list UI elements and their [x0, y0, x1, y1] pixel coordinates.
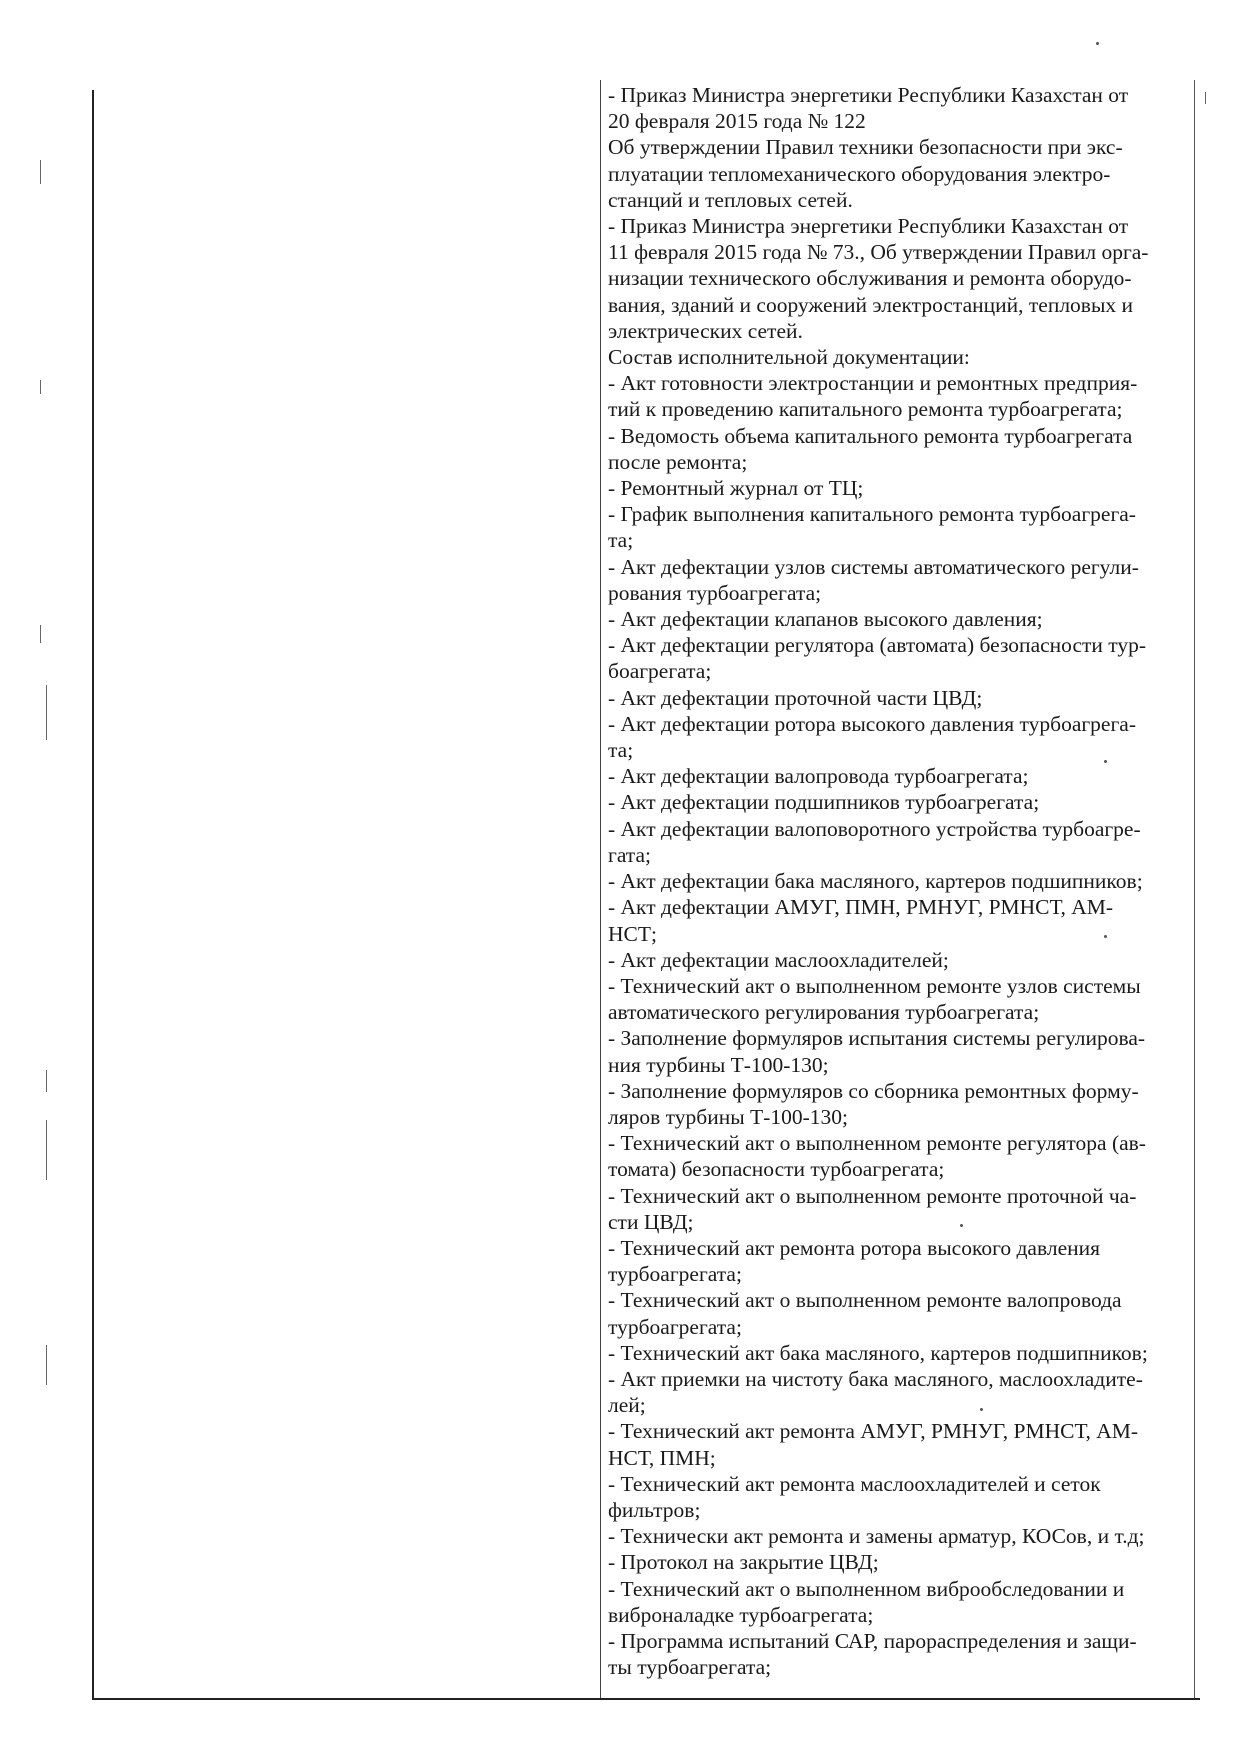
list-item: - Акт дефектации валопровода турбоагрегата;	[608, 764, 1029, 789]
list-item: - Технический акт ремонта АМУГ, РМНУГ, РМНСТ, АМ- НСТ, ПМН;	[608, 1419, 1139, 1470]
list-item: - Технический акт о выполненном виброобследовании и виброналадке турбоагрегата;	[608, 1576, 1125, 1627]
scan-mark	[40, 625, 41, 643]
list-item: - Заполнение формуляров со сборника ремонтных форму- ляров турбины Т-100-130;	[608, 1078, 1139, 1129]
list-item: - Технический акт о выполненном ремонте узлов системы автоматического регулирования турбоагрегата;	[608, 973, 1141, 1025]
list-item: - Акт дефектации проточной части ЦВД;	[608, 685, 983, 710]
list-item: - Технический акт бака масляного, картеров подшипников;	[608, 1340, 1148, 1365]
list-item: - Акт готовности электростанции и ремонтных предприя- тий к проведению капитального ремонта турбоагрегата;	[608, 371, 1138, 422]
scan-mark	[46, 685, 47, 740]
list-item: - Технический акт о выполненном ремонте проточной ча- сти ЦВД;	[608, 1183, 1137, 1234]
scan-mark	[40, 160, 41, 184]
list-item: - Акт дефектации клапанов высокого давления;	[608, 607, 1043, 632]
list-item: - Акт дефектации маслоохладителей;	[608, 947, 949, 972]
scan-mark	[46, 1120, 47, 1180]
documentation-list	[608, 370, 1192, 1680]
list-item: - Технический акт о выполненном ремонте валопровода турбоагрегата;	[608, 1288, 1122, 1339]
list-item: - Акт дефектации регулятора (автомата) безопасности тур- боагрегата;	[608, 633, 1147, 684]
list-item: - Технический акт о выполненном ремонте регулятора (ав- томата) безопасности турбоагрегата;	[608, 1131, 1146, 1182]
list-item: - Акт дефектации бака масляного, картеров подшипников;	[608, 869, 1143, 894]
list-item: - Акт дефектации узлов системы автоматического регули- рования турбоагрегата;	[608, 554, 1139, 605]
order-122-reference: - Приказ Министра энергетики Республики Казахстан от 20 февраля 2015 года № 122	[608, 83, 1129, 134]
scan-mark	[40, 380, 41, 394]
scan-speck	[1096, 42, 1099, 45]
scan-mark	[1205, 92, 1206, 104]
list-item: - Акт дефектации ротора высокого давления турбоагрега- та;	[608, 711, 1136, 763]
scan-mark	[46, 1070, 47, 1092]
list-item: - Технически акт ремонта и замены арматур, КОСов, и т.д;	[608, 1524, 1145, 1549]
order-73-reference: - Приказ Министра энергетики Республики Казахстан от 11 февраля 2015 года № 73., Об утверждении Правил орга- низации технического обслуживания и ремонта оборудо- вания, зданий и сооружений электростанций, тепловых и электрических сетей.	[608, 214, 1149, 343]
list-item: - Технический акт ремонта маслоохладителей и сеток фильтров;	[608, 1471, 1101, 1522]
list-item: - Акт дефектации валоповоротного устройства турбоагре- гата;	[608, 816, 1141, 867]
list-item: - Технический акт ремонта ротора высокого давления турбоагрегата;	[608, 1235, 1101, 1287]
table-left-border	[92, 90, 94, 1700]
list-item: - Заполнение формуляров испытания системы регулирова- ния турбины Т-100-130;	[608, 1026, 1146, 1077]
list-item: - Программа испытаний САР, парораспределения и защи- ты турбоагрегата;	[608, 1628, 1137, 1680]
list-item: - Акт дефектации подшипников турбоагрегата;	[608, 790, 1040, 815]
document-right-column	[608, 82, 1192, 1680]
order-122-title: Об утверждении Правил техники безопасности при экс- плуатации тепломеханического оборудования электро- станций и тепловых сетей.	[608, 135, 1123, 212]
list-item: - Акт приемки на чистоту бака масляного, маслоохладите- лей;	[608, 1366, 1143, 1418]
table-column-divider	[600, 80, 601, 1700]
list-item: - Протокол на закрытие ЦВД;	[608, 1550, 879, 1575]
section-heading: Состав исполнительной документации:	[608, 345, 970, 370]
table-right-border	[1194, 80, 1195, 1700]
table-bottom-border	[92, 1698, 1200, 1700]
list-item: - Ведомость объема капитального ремонта турбоагрегата после ремонта;	[608, 423, 1133, 474]
scan-mark	[46, 1345, 47, 1385]
list-item: - Акт дефектации АМУГ, ПМН, РМНУГ, РМНСТ, АМ- НСТ;	[608, 895, 1114, 946]
list-item: - Ремонтный журнал от ТЦ;	[608, 476, 864, 501]
list-item: - График выполнения капитального ремонта турбоагрега- та;	[608, 502, 1136, 553]
